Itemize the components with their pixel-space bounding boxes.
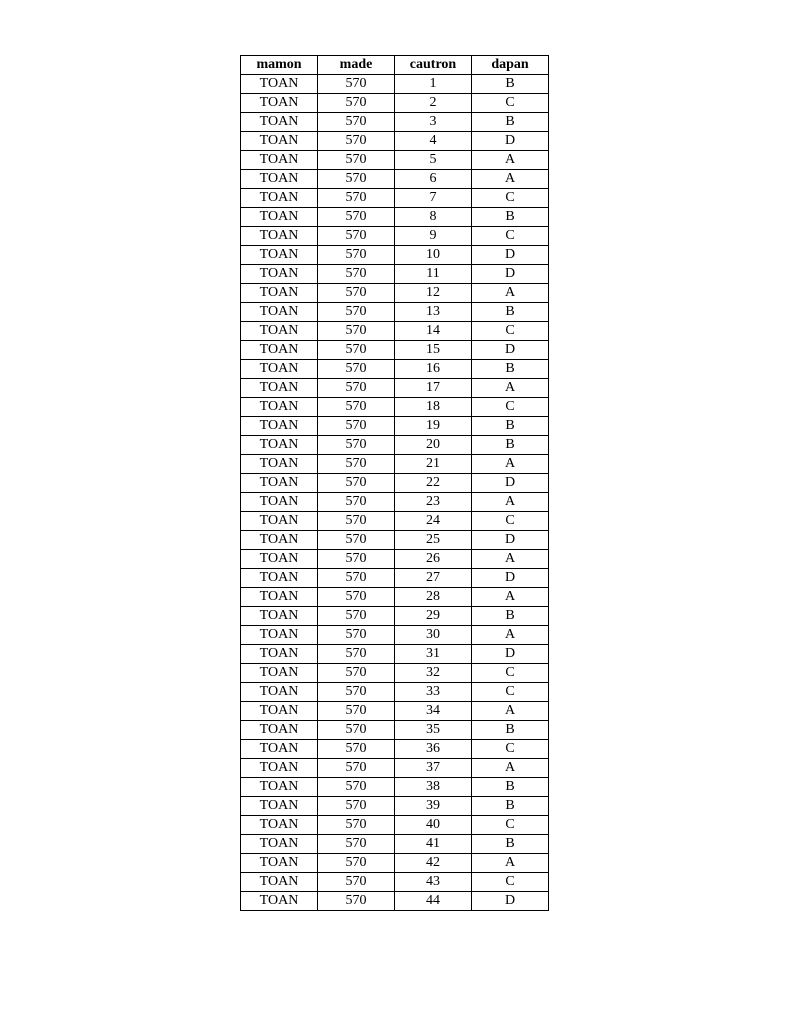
cell-cautron: 4 [395, 132, 472, 151]
cell-mamon: TOAN [241, 417, 318, 436]
cell-dapan: B [472, 778, 549, 797]
cell-dapan: B [472, 303, 549, 322]
table-row [241, 778, 549, 797]
cell-dapan: A [472, 455, 549, 474]
cell-mamon: TOAN [241, 360, 318, 379]
cell-mamon: TOAN [241, 702, 318, 721]
table-row [241, 721, 549, 740]
cell-made: 570 [318, 569, 395, 588]
cell-dapan: A [472, 151, 549, 170]
cell-mamon: TOAN [241, 892, 318, 911]
table-row [241, 360, 549, 379]
cell-cautron: 13 [395, 303, 472, 322]
table-row [241, 113, 549, 132]
cell-cautron: 33 [395, 683, 472, 702]
cell-cautron: 23 [395, 493, 472, 512]
cell-cautron: 38 [395, 778, 472, 797]
cell-cautron: 16 [395, 360, 472, 379]
cell-mamon: TOAN [241, 645, 318, 664]
cell-dapan: B [472, 113, 549, 132]
cell-made: 570 [318, 322, 395, 341]
table-row [241, 474, 549, 493]
cell-cautron: 10 [395, 246, 472, 265]
cell-made: 570 [318, 360, 395, 379]
table-row [241, 835, 549, 854]
cell-dapan: B [472, 436, 549, 455]
cell-mamon: TOAN [241, 151, 318, 170]
cell-mamon: TOAN [241, 816, 318, 835]
table-row [241, 284, 549, 303]
table-row [241, 322, 549, 341]
cell-mamon: TOAN [241, 341, 318, 360]
table-row [241, 816, 549, 835]
cell-mamon: TOAN [241, 284, 318, 303]
table-row [241, 208, 549, 227]
cell-made: 570 [318, 740, 395, 759]
cell-dapan: D [472, 341, 549, 360]
cell-made: 570 [318, 607, 395, 626]
cell-made: 570 [318, 455, 395, 474]
cell-dapan: A [472, 854, 549, 873]
table-row [241, 455, 549, 474]
cell-mamon: TOAN [241, 455, 318, 474]
cell-cautron: 6 [395, 170, 472, 189]
cell-made: 570 [318, 284, 395, 303]
table-row [241, 797, 549, 816]
cell-made: 570 [318, 512, 395, 531]
cell-mamon: TOAN [241, 797, 318, 816]
cell-mamon: TOAN [241, 664, 318, 683]
cell-dapan: B [472, 797, 549, 816]
cell-dapan: D [472, 132, 549, 151]
cell-mamon: TOAN [241, 94, 318, 113]
cell-mamon: TOAN [241, 854, 318, 873]
cell-made: 570 [318, 246, 395, 265]
cell-dapan: D [472, 246, 549, 265]
cell-cautron: 32 [395, 664, 472, 683]
cell-made: 570 [318, 75, 395, 94]
cell-dapan: D [472, 569, 549, 588]
cell-cautron: 17 [395, 379, 472, 398]
table-row [241, 94, 549, 113]
cell-made: 570 [318, 151, 395, 170]
cell-cautron: 25 [395, 531, 472, 550]
cell-made: 570 [318, 303, 395, 322]
cell-cautron: 43 [395, 873, 472, 892]
cell-mamon: TOAN [241, 588, 318, 607]
cell-dapan: D [472, 474, 549, 493]
cell-made: 570 [318, 550, 395, 569]
cell-made: 570 [318, 398, 395, 417]
table-row [241, 702, 549, 721]
table-row [241, 550, 549, 569]
column-header-mamon: mamon [241, 56, 318, 75]
table-row [241, 759, 549, 778]
cell-dapan: B [472, 607, 549, 626]
cell-cautron: 39 [395, 797, 472, 816]
cell-dapan: C [472, 227, 549, 246]
cell-dapan: A [472, 284, 549, 303]
cell-made: 570 [318, 816, 395, 835]
table-row [241, 75, 549, 94]
table-row [241, 246, 549, 265]
cell-made: 570 [318, 835, 395, 854]
table-row [241, 683, 549, 702]
table-row [241, 265, 549, 284]
cell-made: 570 [318, 873, 395, 892]
table-row [241, 664, 549, 683]
cell-cautron: 31 [395, 645, 472, 664]
cell-cautron: 37 [395, 759, 472, 778]
cell-cautron: 3 [395, 113, 472, 132]
table-row [241, 227, 549, 246]
table-row [241, 379, 549, 398]
cell-mamon: TOAN [241, 227, 318, 246]
cell-dapan: C [472, 398, 549, 417]
cell-dapan: C [472, 873, 549, 892]
cell-mamon: TOAN [241, 778, 318, 797]
table-row [241, 569, 549, 588]
cell-dapan: C [472, 664, 549, 683]
cell-cautron: 20 [395, 436, 472, 455]
cell-made: 570 [318, 341, 395, 360]
cell-mamon: TOAN [241, 303, 318, 322]
column-header-dapan: dapan [472, 56, 549, 75]
cell-made: 570 [318, 588, 395, 607]
cell-dapan: D [472, 645, 549, 664]
cell-mamon: TOAN [241, 569, 318, 588]
table-row [241, 892, 549, 911]
cell-mamon: TOAN [241, 873, 318, 892]
cell-mamon: TOAN [241, 474, 318, 493]
cell-dapan: B [472, 721, 549, 740]
cell-dapan: C [472, 94, 549, 113]
table-row [241, 436, 549, 455]
cell-mamon: TOAN [241, 550, 318, 569]
cell-mamon: TOAN [241, 132, 318, 151]
table-row [241, 151, 549, 170]
cell-dapan: C [472, 816, 549, 835]
cell-mamon: TOAN [241, 208, 318, 227]
table-row [241, 493, 549, 512]
table-row [241, 303, 549, 322]
cell-dapan: C [472, 189, 549, 208]
cell-dapan: A [472, 759, 549, 778]
table-row [241, 132, 549, 151]
cell-mamon: TOAN [241, 759, 318, 778]
cell-mamon: TOAN [241, 189, 318, 208]
header-row [241, 56, 549, 75]
cell-made: 570 [318, 721, 395, 740]
cell-mamon: TOAN [241, 683, 318, 702]
cell-mamon: TOAN [241, 322, 318, 341]
cell-dapan: A [472, 550, 549, 569]
table-row [241, 341, 549, 360]
column-header-made: made [318, 56, 395, 75]
cell-made: 570 [318, 436, 395, 455]
cell-cautron: 21 [395, 455, 472, 474]
cell-dapan: B [472, 208, 549, 227]
cell-cautron: 42 [395, 854, 472, 873]
table-row [241, 588, 549, 607]
cell-made: 570 [318, 854, 395, 873]
cell-dapan: B [472, 75, 549, 94]
cell-cautron: 14 [395, 322, 472, 341]
cell-made: 570 [318, 626, 395, 645]
cell-dapan: A [472, 170, 549, 189]
table-row [241, 417, 549, 436]
cell-made: 570 [318, 170, 395, 189]
cell-dapan: B [472, 360, 549, 379]
table-row [241, 645, 549, 664]
cell-made: 570 [318, 208, 395, 227]
cell-cautron: 1 [395, 75, 472, 94]
cell-cautron: 11 [395, 265, 472, 284]
table-body [241, 75, 549, 911]
cell-made: 570 [318, 797, 395, 816]
cell-mamon: TOAN [241, 835, 318, 854]
cell-mamon: TOAN [241, 436, 318, 455]
cell-cautron: 36 [395, 740, 472, 759]
cell-mamon: TOAN [241, 75, 318, 94]
cell-cautron: 5 [395, 151, 472, 170]
cell-made: 570 [318, 664, 395, 683]
cell-cautron: 30 [395, 626, 472, 645]
cell-cautron: 2 [395, 94, 472, 113]
cell-made: 570 [318, 493, 395, 512]
cell-dapan: B [472, 417, 549, 436]
cell-made: 570 [318, 113, 395, 132]
cell-made: 570 [318, 132, 395, 151]
cell-mamon: TOAN [241, 170, 318, 189]
cell-cautron: 44 [395, 892, 472, 911]
cell-mamon: TOAN [241, 398, 318, 417]
cell-mamon: TOAN [241, 493, 318, 512]
cell-cautron: 24 [395, 512, 472, 531]
cell-cautron: 40 [395, 816, 472, 835]
table-row [241, 398, 549, 417]
table-row [241, 740, 549, 759]
cell-mamon: TOAN [241, 246, 318, 265]
column-header-cautron: cautron [395, 56, 472, 75]
cell-made: 570 [318, 417, 395, 436]
cell-dapan: A [472, 379, 549, 398]
cell-made: 570 [318, 892, 395, 911]
cell-made: 570 [318, 189, 395, 208]
cell-mamon: TOAN [241, 740, 318, 759]
table-row [241, 531, 549, 550]
cell-mamon: TOAN [241, 626, 318, 645]
cell-mamon: TOAN [241, 265, 318, 284]
cell-cautron: 7 [395, 189, 472, 208]
cell-mamon: TOAN [241, 113, 318, 132]
cell-dapan: C [472, 322, 549, 341]
cell-cautron: 19 [395, 417, 472, 436]
cell-made: 570 [318, 227, 395, 246]
cell-cautron: 18 [395, 398, 472, 417]
cell-dapan: D [472, 265, 549, 284]
cell-made: 570 [318, 265, 395, 284]
cell-made: 570 [318, 379, 395, 398]
cell-dapan: A [472, 588, 549, 607]
cell-cautron: 26 [395, 550, 472, 569]
cell-cautron: 12 [395, 284, 472, 303]
table-row [241, 170, 549, 189]
cell-cautron: 34 [395, 702, 472, 721]
table-row [241, 873, 549, 892]
cell-cautron: 9 [395, 227, 472, 246]
table-row [241, 626, 549, 645]
cell-cautron: 22 [395, 474, 472, 493]
cell-dapan: A [472, 702, 549, 721]
cell-mamon: TOAN [241, 379, 318, 398]
answer-key-table [240, 55, 549, 911]
cell-cautron: 29 [395, 607, 472, 626]
cell-cautron: 41 [395, 835, 472, 854]
table-row [241, 854, 549, 873]
cell-dapan: C [472, 740, 549, 759]
cell-dapan: C [472, 683, 549, 702]
cell-dapan: C [472, 512, 549, 531]
cell-dapan: B [472, 835, 549, 854]
cell-made: 570 [318, 94, 395, 113]
cell-made: 570 [318, 474, 395, 493]
cell-dapan: A [472, 493, 549, 512]
table-row [241, 607, 549, 626]
table-row [241, 512, 549, 531]
cell-cautron: 15 [395, 341, 472, 360]
cell-made: 570 [318, 683, 395, 702]
cell-mamon: TOAN [241, 721, 318, 740]
cell-made: 570 [318, 645, 395, 664]
cell-cautron: 27 [395, 569, 472, 588]
cell-mamon: TOAN [241, 512, 318, 531]
cell-made: 570 [318, 702, 395, 721]
cell-cautron: 8 [395, 208, 472, 227]
cell-mamon: TOAN [241, 531, 318, 550]
cell-mamon: TOAN [241, 607, 318, 626]
cell-dapan: D [472, 531, 549, 550]
cell-dapan: A [472, 626, 549, 645]
cell-cautron: 35 [395, 721, 472, 740]
cell-dapan: D [472, 892, 549, 911]
cell-made: 570 [318, 759, 395, 778]
table-row [241, 189, 549, 208]
cell-made: 570 [318, 531, 395, 550]
cell-cautron: 28 [395, 588, 472, 607]
cell-made: 570 [318, 778, 395, 797]
